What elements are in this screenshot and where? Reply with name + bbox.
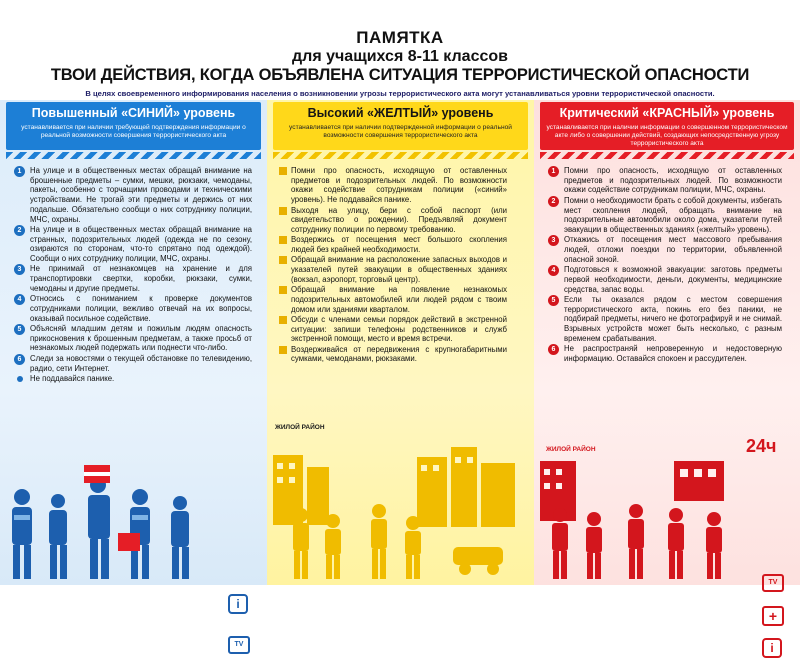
list-item: Не поддавайся панике. bbox=[12, 374, 252, 384]
blue-illustration bbox=[0, 445, 267, 585]
yellow-level-subtitle: устанавливается при наличии подтвержденной информации о реальной возможности совершения террористического акта bbox=[289, 124, 512, 139]
poster-intro: В целях своевременного информирования населения о возникновении угрозы террористического акта могут устанавливаться уровни террористической опасности. bbox=[85, 89, 715, 98]
bullet-icon bbox=[279, 236, 287, 244]
yellow-level-column bbox=[267, 100, 534, 585]
list-item: Выходя на улицу, бери с собой паспорт (или свидетельство о рождении). Предъявляй документ сотруднику полиции по первому требованию. bbox=[277, 206, 507, 235]
list-item: 6 Следи за новостями о текущей обстановке по телевидению, радио, сети Интернет. bbox=[12, 354, 252, 373]
number-badge-icon: 6 bbox=[14, 354, 25, 365]
number-badge-icon: 2 bbox=[548, 196, 559, 207]
list-item: 2 На улице и в общественных местах обращай внимание на странных, подозрительных людей (одежда не по сезону, озираются по сторонам, что-то спрятано под одеждой). Сообщи о них сотруднику полиции, МЧС, охраны. bbox=[12, 225, 252, 264]
list-item: Обращай внимание на появление незнакомых подозрительных автомобилей или людей рядом с твоим домом или зданиями кварталом. bbox=[277, 285, 507, 314]
yellow-divider-stripe bbox=[273, 152, 528, 159]
list-item: 3 Откажись от посещения мест массового пребывания людей, отложи поездки по территории, объявленной опасной зоной. bbox=[546, 235, 782, 264]
red-illustration bbox=[534, 445, 800, 585]
district-label: ЖИЛОЙ РАЙОН bbox=[546, 446, 596, 453]
list-item: Воздержись от посещения мест большого скопления людей без крайней необходимости. bbox=[277, 235, 507, 254]
number-badge-icon: 4 bbox=[14, 294, 25, 305]
list-item: 4 Подготовься к возможной эвакуации: заготовь предметы первой необходимости, деньги, документы, медицинские средства, запас воды. bbox=[546, 265, 782, 294]
yellow-level-title: Высокий «ЖЕЛТЫЙ» уровень bbox=[307, 106, 494, 120]
list-item: 5 Объясняй младшим детям и пожилым людям опасность прикосновения к брошенным предметам, а также просьб от незнакомых людей подержать или поднести что-либо. bbox=[12, 324, 252, 353]
blue-level-title: Повышенный «СИНИЙ» уровень bbox=[31, 106, 236, 120]
list-item: 1 Помни про опасность, исходящую от оставленных предметов и подозрительных людей. По возможности окажи содействие сотрудникам полиции, МЧС, охраны. bbox=[546, 166, 782, 195]
bullet-icon bbox=[279, 346, 287, 354]
list-item: 2 Помни о необходимости брать с собой документы, избегать мест скопления людей, обращать внимание на подозрительные автомобили около дома, указатели путей эвакуации в общественных зданиях («желтый» уровень). bbox=[546, 196, 782, 235]
poster-headline: ТВОИ ДЕЙСТВИЯ, КОГДА ОБЪЯВЛЕНА СИТУАЦИЯ ТЕРРОРИСТИЧЕСКОЙ ОПАСНОСТИ bbox=[50, 66, 750, 84]
number-badge-icon: 1 bbox=[14, 166, 25, 177]
red-level-subtitle: устанавливается при наличии информации о совершенном террористическом акте либо о совершении действий, создающих непосредственную угрозу террористического акта bbox=[546, 124, 788, 147]
district-label: ЖИЛОЙ РАЙОН bbox=[275, 424, 325, 431]
blue-level-subtitle: устанавливается при наличии требующей подтверждения информации о реальной возможности совершения террористического акта bbox=[21, 124, 246, 139]
number-badge-icon: 5 bbox=[548, 295, 559, 306]
poster-audience: для учащихся 8-11 классов bbox=[292, 48, 508, 65]
number-badge-icon: 5 bbox=[14, 324, 25, 335]
list-item: Помни про опасность, исходящую от оставленных предметов и подозрительных людей. По возможности окажи содействие сотрудникам полиции («синий» уровень). Не поддавайся панике. bbox=[277, 166, 507, 205]
list-item: 6 Не распространяй непроверенную и недостоверную информацию. Оставайся спокоен и рассудителен. bbox=[546, 344, 782, 363]
bullet-icon bbox=[279, 167, 287, 175]
list-item: 1 На улице и в общественных местах обращай внимание на брошенные предметы – сумки, мешки, рюкзаки, чемоданы, пакеты, особенно с торчащими проводами и техническими устройствами. Не трогай эти предметы и держись от них подальше. Обязательно сообщи о них сотруднику полиции, МЧС, охраны. bbox=[12, 166, 252, 224]
list-item: 4 Относись с пониманием к проверке документов сотрудниками полиции, вежливо отвечай на их вопросы, оказывай посильное содействие. bbox=[12, 294, 252, 323]
bullet-icon bbox=[279, 207, 287, 215]
bullet-icon bbox=[279, 256, 287, 264]
number-badge-icon: 6 bbox=[548, 344, 559, 355]
list-item: Воздерживайся от передвижения с крупногабаритными сумками, чемоданами, рюкзаками. bbox=[277, 345, 507, 364]
red-divider-stripe bbox=[540, 152, 794, 159]
red-action-list bbox=[546, 166, 782, 364]
blue-divider-stripe bbox=[6, 152, 261, 159]
info-icon: i bbox=[228, 594, 248, 614]
bullet-icon bbox=[279, 316, 287, 324]
bullet-icon bbox=[17, 376, 23, 382]
red-level-title: Критический «КРАСНЫЙ» уровень bbox=[559, 106, 775, 120]
yellow-level-header bbox=[273, 102, 528, 150]
blue-action-list bbox=[12, 166, 252, 384]
list-item: Обсуди с членами семьи порядок действий в экстренной ситуации: запиши телефоны родственников и служб экстренной помощи, место и время встречи. bbox=[277, 315, 507, 344]
list-item: 3 Не принимай от незнакомцев на хранение и для транспортировки свертки, коробки, рюкзаки, сумки, чемоданы и другие предметы. bbox=[12, 264, 252, 293]
poster-title: ПАМЯТКА bbox=[356, 28, 444, 47]
poster-header bbox=[0, 0, 800, 100]
number-badge-icon: 4 bbox=[548, 265, 559, 276]
list-item: Обращай внимание на расположение запасных выходов и указателей путей эвакуации в общественных зданиях (вокзал, аэропорт, торговый центр). bbox=[277, 255, 507, 284]
yellow-illustration bbox=[267, 445, 534, 585]
first-aid-icon: + bbox=[762, 606, 784, 626]
info-icon: i bbox=[762, 638, 782, 658]
bullet-icon bbox=[279, 286, 287, 294]
red-level-header bbox=[540, 102, 794, 150]
number-badge-icon: 1 bbox=[548, 166, 559, 177]
tv-icon: TV bbox=[228, 636, 250, 654]
number-badge-icon: 3 bbox=[548, 235, 559, 246]
red-level-column bbox=[534, 100, 800, 655]
number-badge-icon: 3 bbox=[14, 264, 25, 275]
clock-24h-label: 24ч bbox=[746, 436, 777, 456]
blue-level-header bbox=[6, 102, 261, 150]
blue-level-column bbox=[0, 100, 267, 648]
yellow-action-list bbox=[277, 166, 507, 365]
list-item: 5 Если ты оказался рядом с местом совершения террористического акта, покинь его без паники, не подбирай предметы, ничего не фотографируй и не снимай. Взрывных устройств может быть несколько, с разным временем срабатывания. bbox=[546, 295, 782, 344]
number-badge-icon: 2 bbox=[14, 225, 25, 236]
tv-icon: TV bbox=[762, 574, 784, 592]
